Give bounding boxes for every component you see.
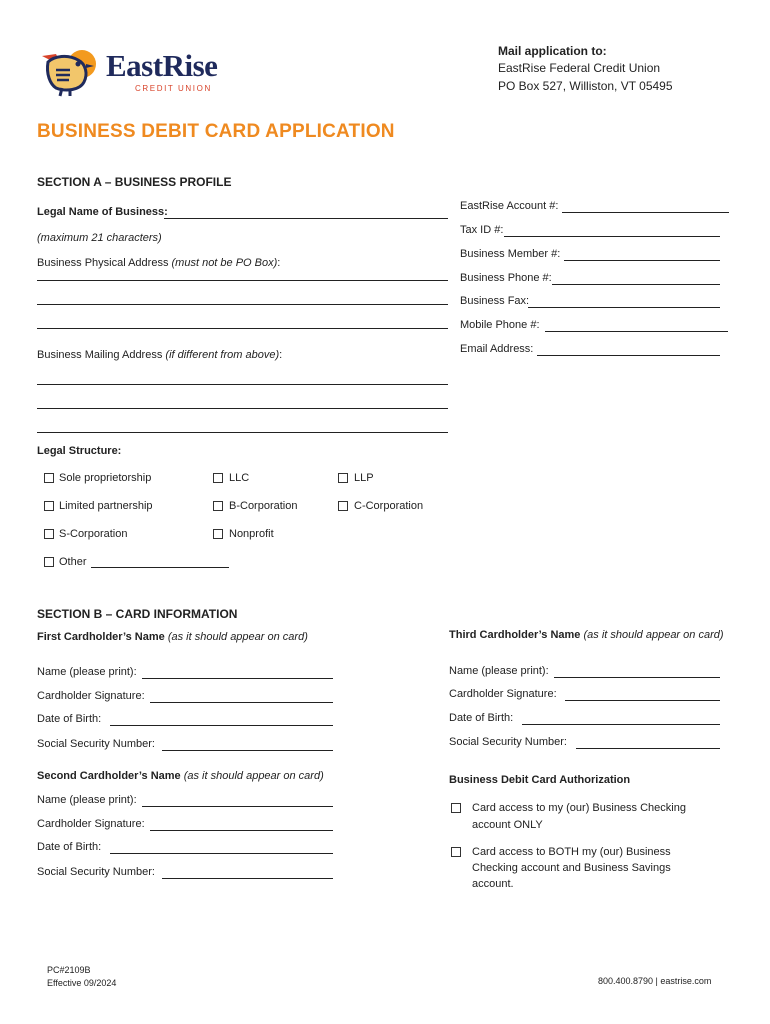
third-signature-field[interactable] xyxy=(565,700,720,701)
llc-checkbox[interactable] xyxy=(213,473,223,483)
footer-contact: 800.400.8790 | eastrise.com xyxy=(598,976,712,986)
account-number-label: EastRise Account #: xyxy=(460,200,559,212)
other-label: Other xyxy=(59,556,87,568)
third-cardholder-title xyxy=(449,629,724,641)
legal-name-label: Legal Name of Business: xyxy=(37,206,168,218)
b-corporation-label: B-Corporation xyxy=(229,500,298,512)
first-cardholder-note: (as it should appear on card) xyxy=(167,631,308,643)
third-name-label: Name (please print): xyxy=(449,665,549,677)
first-cardholder-title-text: First Cardholder’s Name xyxy=(37,631,165,643)
checking-and-savings-checkbox[interactable] xyxy=(451,847,461,857)
mobile-phone-field[interactable] xyxy=(545,331,728,332)
llp-checkbox[interactable] xyxy=(338,473,348,483)
mailing-address-text: Business Mailing Address xyxy=(37,349,163,361)
authorization-heading: Business Debit Card Authorization xyxy=(449,774,631,786)
first-cardholder-title xyxy=(37,631,308,643)
third-dob-field[interactable] xyxy=(522,724,720,725)
mobile-phone-label: Mobile Phone #: xyxy=(460,319,540,331)
physical-address-line-1[interactable] xyxy=(37,280,448,281)
physical-address-line-2[interactable] xyxy=(37,304,448,305)
business-fax-label: Business Fax: xyxy=(460,295,530,307)
logo xyxy=(40,44,240,98)
other-checkbox[interactable] xyxy=(44,557,54,567)
first-name-label: Name (please print): xyxy=(37,666,137,678)
first-dob-field[interactable] xyxy=(110,725,333,726)
first-name-field[interactable] xyxy=(142,678,333,679)
checking-and-savings-line1: Card access to BOTH my (our) Business xyxy=(472,846,671,858)
checking-only-line1: Card access to my (our) Business Checking xyxy=(472,802,686,814)
checking-and-savings-line2: Checking account and Business Savings xyxy=(472,862,671,874)
second-dob-field[interactable] xyxy=(110,853,333,854)
mailing-address-note: (if different from above) xyxy=(165,349,280,361)
third-name-field[interactable] xyxy=(554,677,720,678)
second-signature-field[interactable] xyxy=(150,830,333,831)
brand-name: EastRise xyxy=(106,48,218,83)
form-title: BUSINESS DEBIT CARD APPLICATION xyxy=(37,121,395,142)
checking-and-savings-line3: account. xyxy=(472,878,514,890)
nonprofit-label: Nonprofit xyxy=(229,528,274,540)
legal-structure-label: Legal Structure: xyxy=(37,445,122,457)
b-corporation-checkbox[interactable] xyxy=(213,501,223,511)
physical-address-note: (must not be PO Box) xyxy=(171,257,278,269)
limited-partnership-checkbox[interactable] xyxy=(44,501,54,511)
nonprofit-checkbox[interactable] xyxy=(213,529,223,539)
c-corporation-label: C-Corporation xyxy=(354,500,424,512)
effective-date: Effective 09/2024 xyxy=(47,978,117,988)
mail-address-line1: EastRise Federal Credit Union xyxy=(498,61,661,75)
business-phone-label: Business Phone #: xyxy=(460,272,552,284)
checking-only-line2: account ONLY xyxy=(472,819,543,831)
sole-proprietorship-checkbox[interactable] xyxy=(44,473,54,483)
physical-address-text: Business Physical Address xyxy=(37,257,169,269)
second-ssn-field[interactable] xyxy=(162,878,333,879)
physical-address-line-3[interactable] xyxy=(37,328,448,329)
mail-heading: Mail application to: xyxy=(498,44,607,58)
third-ssn-field[interactable] xyxy=(576,748,720,749)
second-cardholder-note: (as it should appear on card) xyxy=(183,770,324,782)
first-ssn-label: Social Security Number: xyxy=(37,738,155,750)
c-corporation-checkbox[interactable] xyxy=(338,501,348,511)
first-signature-label: Cardholder Signature: xyxy=(37,690,145,702)
mail-address-line2: PO Box 527, Williston, VT 05495 xyxy=(498,79,673,93)
section-b-heading: SECTION B – CARD INFORMATION xyxy=(37,607,238,621)
third-cardholder-title-text: Third Cardholder’s Name xyxy=(449,629,581,641)
mailing-address-label xyxy=(37,349,282,361)
tax-id-field[interactable] xyxy=(504,236,720,237)
first-ssn-field[interactable] xyxy=(162,750,333,751)
tax-id-label: Tax ID #: xyxy=(460,224,504,236)
sole-proprietorship-label: Sole proprietorship xyxy=(59,472,152,484)
limited-partnership-label: Limited partnership xyxy=(59,500,153,512)
third-signature-label: Cardholder Signature: xyxy=(449,688,557,700)
second-signature-label: Cardholder Signature: xyxy=(37,818,145,830)
brand-subtitle: CREDIT UNION xyxy=(135,84,212,93)
max-chars-note: (maximum 21 characters) xyxy=(37,232,162,244)
business-phone-field[interactable] xyxy=(552,284,720,285)
first-dob-label: Date of Birth: xyxy=(37,713,102,725)
s-corporation-label: S-Corporation xyxy=(59,528,128,540)
mailing-address-colon: : xyxy=(279,349,283,361)
second-ssn-label: Social Security Number: xyxy=(37,866,155,878)
mailing-address-line-1[interactable] xyxy=(37,384,448,385)
llp-label: LLP xyxy=(354,472,374,484)
third-dob-label: Date of Birth: xyxy=(449,712,514,724)
legal-name-field[interactable] xyxy=(164,218,448,219)
second-name-field[interactable] xyxy=(142,806,333,807)
llc-label: LLC xyxy=(229,472,250,484)
mailing-address-line-2[interactable] xyxy=(37,408,448,409)
second-dob-label: Date of Birth: xyxy=(37,841,102,853)
form-number: PC#2109B xyxy=(47,965,91,975)
account-number-field[interactable] xyxy=(562,212,729,213)
business-fax-field[interactable] xyxy=(528,307,720,308)
email-address-field[interactable] xyxy=(537,355,720,356)
business-member-label: Business Member #: xyxy=(460,248,561,260)
s-corporation-checkbox[interactable] xyxy=(44,529,54,539)
second-cardholder-title xyxy=(37,770,324,782)
section-a-heading: SECTION A – BUSINESS PROFILE xyxy=(37,175,232,189)
checking-only-checkbox[interactable] xyxy=(451,803,461,813)
third-cardholder-note: (as it should appear on card) xyxy=(583,629,724,641)
second-cardholder-title-text: Second Cardholder’s Name xyxy=(37,770,181,782)
first-signature-field[interactable] xyxy=(150,702,333,703)
email-address-label: Email Address: xyxy=(460,343,534,355)
mailing-address-line-3[interactable] xyxy=(37,432,448,433)
second-name-label: Name (please print): xyxy=(37,794,137,806)
physical-address-colon: : xyxy=(277,257,281,269)
third-ssn-label: Social Security Number: xyxy=(449,736,567,748)
other-field[interactable] xyxy=(91,567,229,568)
bird-logo-icon xyxy=(40,44,102,98)
business-member-field[interactable] xyxy=(564,260,720,261)
physical-address-label xyxy=(37,257,280,269)
